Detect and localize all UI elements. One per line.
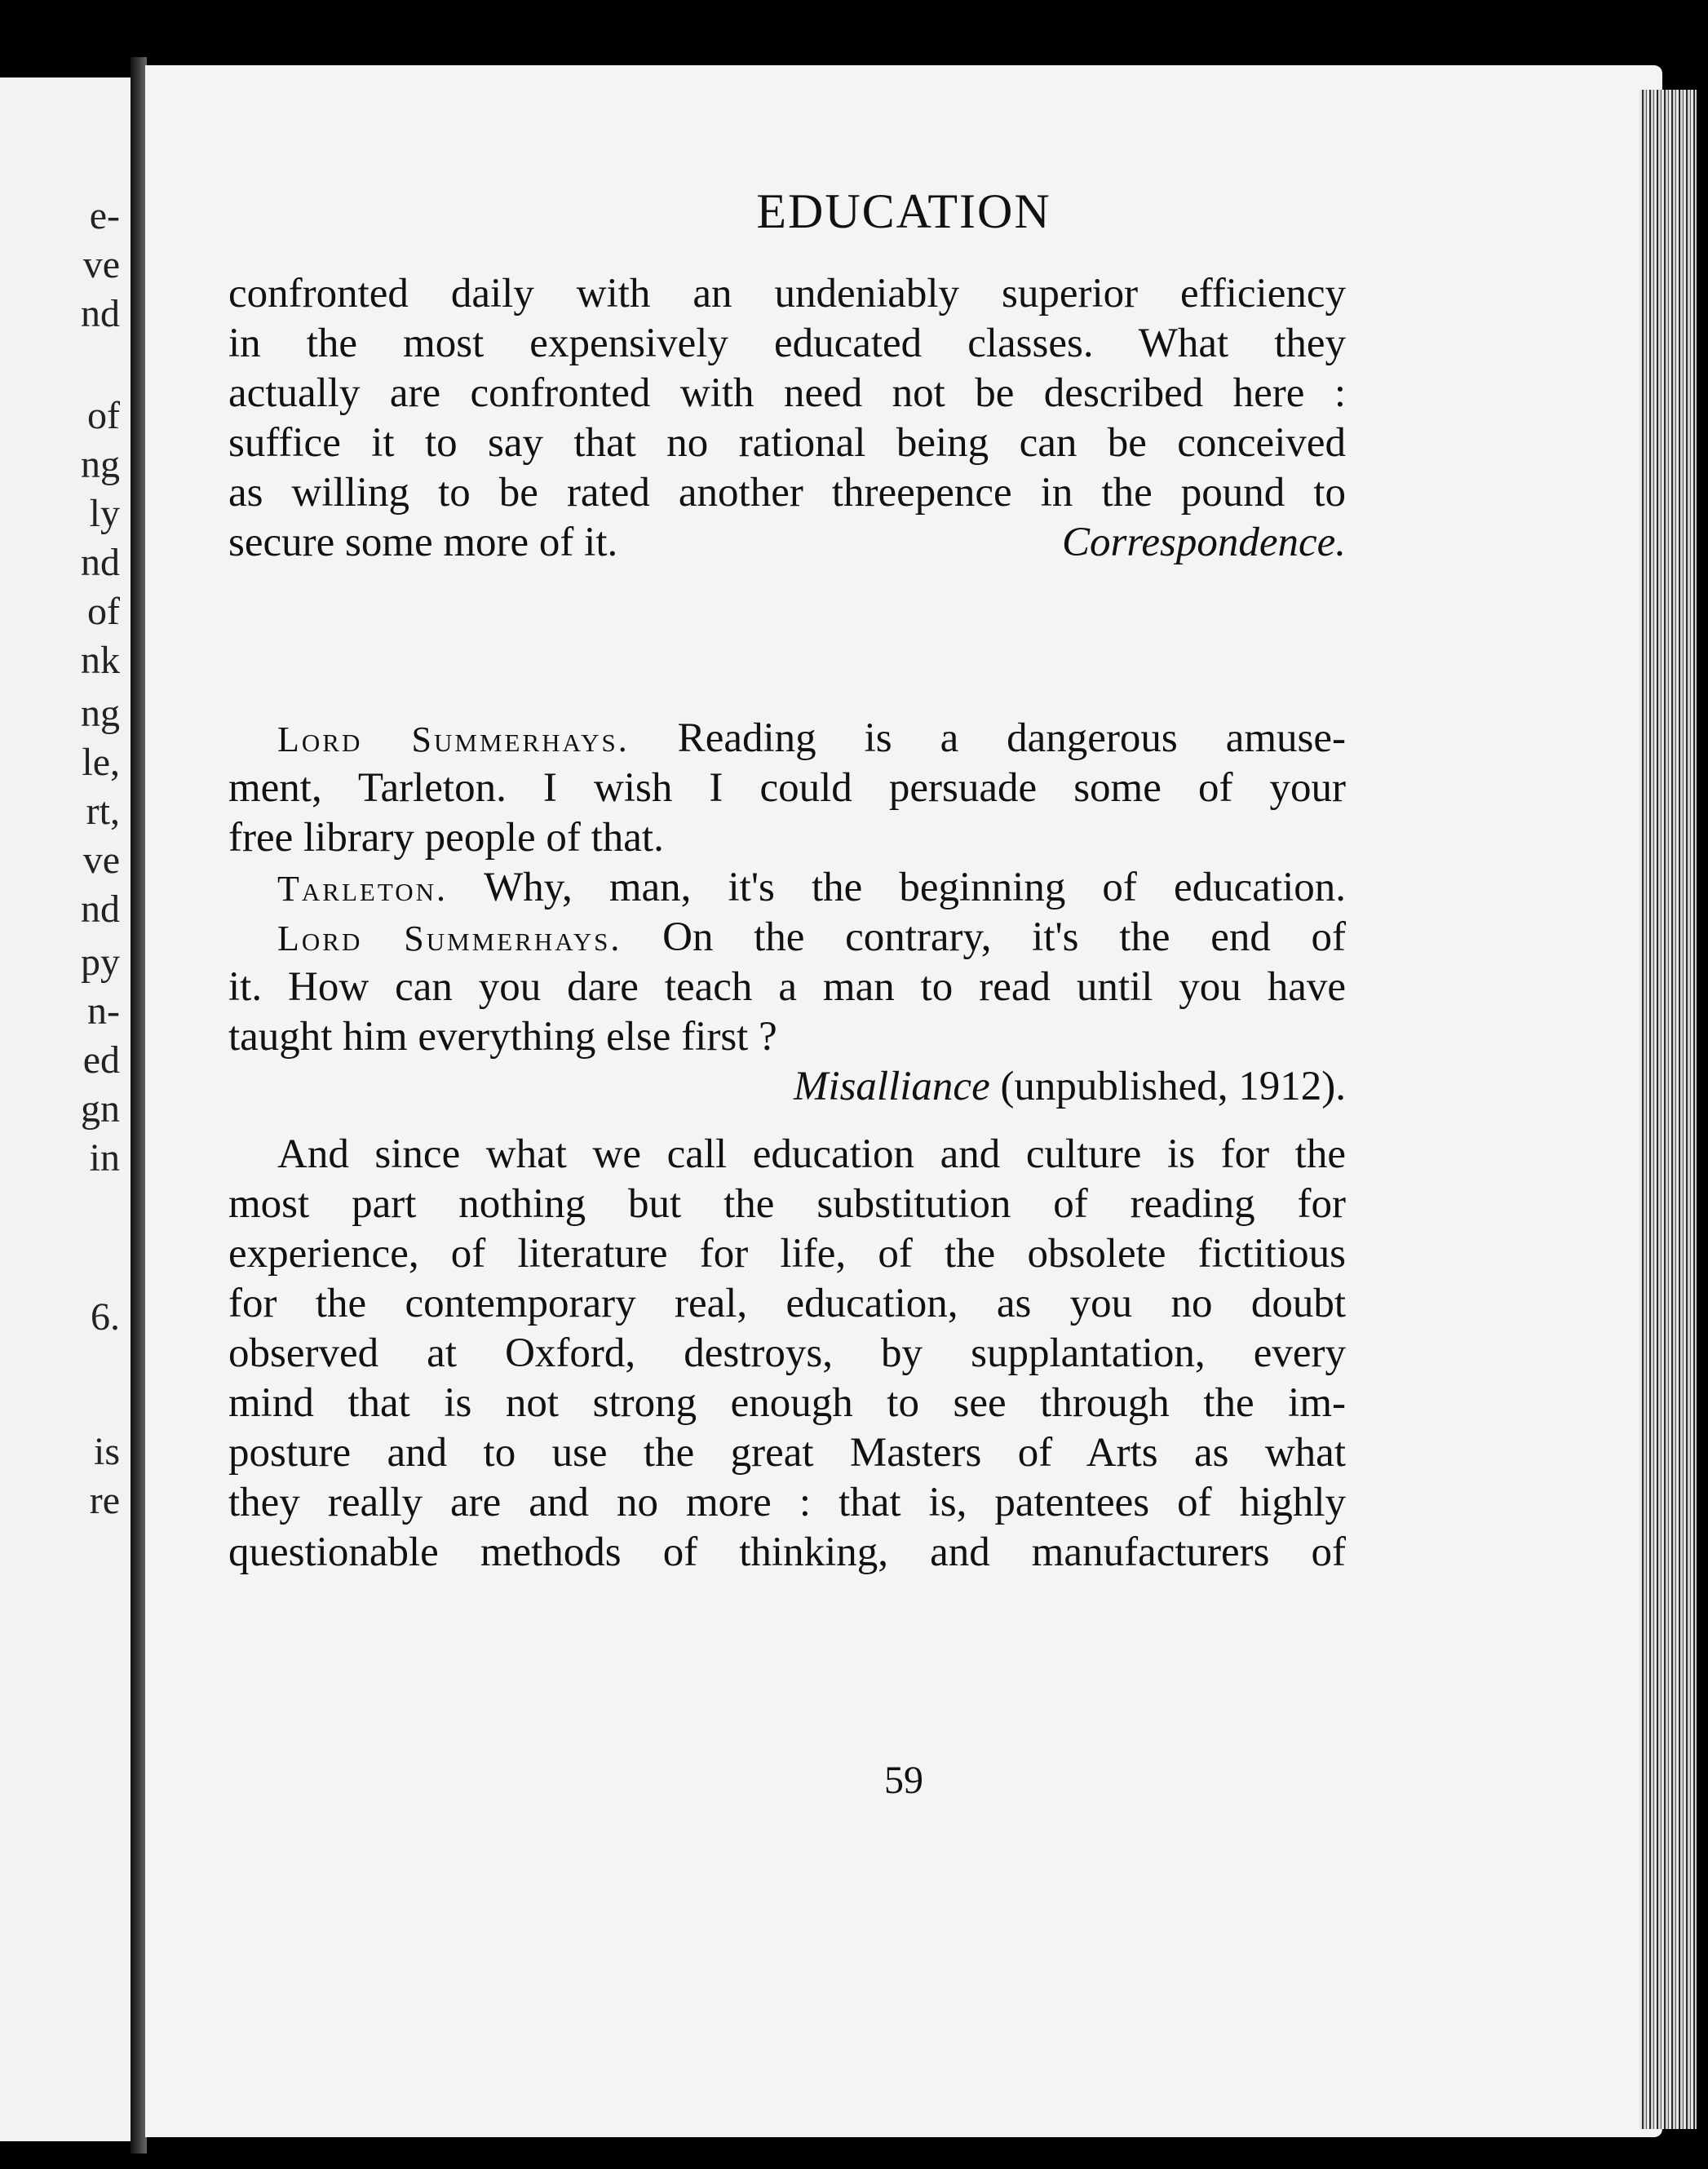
- left-page-fragment: ve: [82, 839, 120, 882]
- speaker-name: Lord Summerhays.: [277, 719, 630, 759]
- source-citation: Correspondence.: [1062, 520, 1346, 565]
- dialogue-line: [228, 863, 1346, 913]
- left-page-fragment: ng: [81, 443, 120, 486]
- speech-text: taught him everything else first ?: [228, 1014, 777, 1060]
- passage-correspondence: [228, 269, 1346, 568]
- speaker-name: Lord Summerhays.: [277, 919, 622, 958]
- dialogue-line: [228, 913, 1346, 963]
- play-title: Misalliance: [793, 1064, 990, 1109]
- left-page-fragment: of: [87, 590, 120, 633]
- left-page-fragment: ve: [82, 243, 120, 286]
- left-page-fragment: ly: [89, 492, 120, 535]
- text-line: in the most expensively educated classes. What they: [228, 321, 1346, 366]
- book-page: [145, 65, 1662, 2137]
- left-page-fragment: 6.: [91, 1295, 120, 1339]
- left-page-fragment: e-: [89, 194, 120, 237]
- page-edges: [1639, 90, 1697, 2129]
- text-line: for the contemporary real, education, as you no doubt: [228, 1281, 1346, 1326]
- text-line: posture and to use the great Masters of Arts as what: [228, 1430, 1346, 1476]
- left-page-fragment: ed: [82, 1038, 120, 1082]
- left-page-fragment: nd: [81, 541, 120, 584]
- text-line: experience, of literature for life, of the obsolete fictitious: [228, 1231, 1346, 1277]
- page-number: 59: [884, 1759, 923, 1802]
- left-page-fragment: gn: [81, 1087, 120, 1131]
- dialogue-excerpt: [228, 714, 1346, 1114]
- text-line: most part nothing but the substitution of reading for: [228, 1181, 1346, 1227]
- left-page-fragment: nd: [81, 292, 120, 335]
- text-line: observed at Oxford, destroys, by supplantation, every: [228, 1330, 1346, 1376]
- left-facing-page: [0, 77, 135, 2141]
- passage-education: [228, 1130, 1346, 1578]
- source-note: (unpublished, 1912).: [989, 1064, 1346, 1109]
- left-page-fragment: in: [89, 1136, 120, 1180]
- text-line: they really are and no more : that is, patentees of highly: [228, 1480, 1346, 1525]
- left-page-fragment: py: [81, 941, 120, 984]
- speech-text: free library people of that.: [228, 815, 664, 861]
- text-line-with-source: [228, 518, 1346, 568]
- dialogue-line: [228, 714, 1346, 764]
- speech-text: Why, man, it's the beginning of education.: [484, 865, 1346, 910]
- left-page-fragment: nd: [81, 888, 120, 931]
- text-line: actually are confronted with need not be described here :: [228, 370, 1346, 416]
- left-page-fragment: is: [93, 1430, 120, 1473]
- text-line: mind that is not strong enough to see through the im-: [228, 1380, 1346, 1426]
- left-page-fragment: le,: [82, 741, 120, 784]
- left-page-fragment: of: [87, 394, 120, 437]
- speech-text: ment, Tarleton. I wish I could persuade some of your: [228, 765, 1346, 811]
- dialogue-source: [228, 1062, 1346, 1114]
- text-line: questionable methods of thinking, and manufacturers of: [228, 1529, 1346, 1575]
- text-line: secure some more of it.: [228, 520, 618, 565]
- speech-text: Reading is a dangerous amuse-: [677, 715, 1347, 761]
- left-page-fragment: nk: [81, 639, 120, 682]
- left-page-fragment: n-: [87, 989, 120, 1033]
- left-page-fragment: rt,: [86, 790, 120, 833]
- book-gutter: [131, 57, 147, 2154]
- speech-text: it. How can you dare teach a man to read until you have: [228, 964, 1346, 1010]
- left-page-fragment: ng: [81, 692, 120, 735]
- left-page-fragment: re: [89, 1479, 120, 1522]
- text-line: confronted daily with an undeniably superior efficiency: [228, 271, 1346, 316]
- speech-text: On the contrary, it's the end of: [662, 914, 1346, 960]
- text-line: And since what we call education and culture is for the: [277, 1131, 1346, 1177]
- speaker-name: Tarleton.: [277, 869, 448, 909]
- running-header: EDUCATION: [756, 184, 1051, 238]
- text-line: suffice it to say that no rational being can be conceived: [228, 420, 1346, 466]
- text-line: as willing to be rated another threepence in the pound to: [228, 470, 1346, 516]
